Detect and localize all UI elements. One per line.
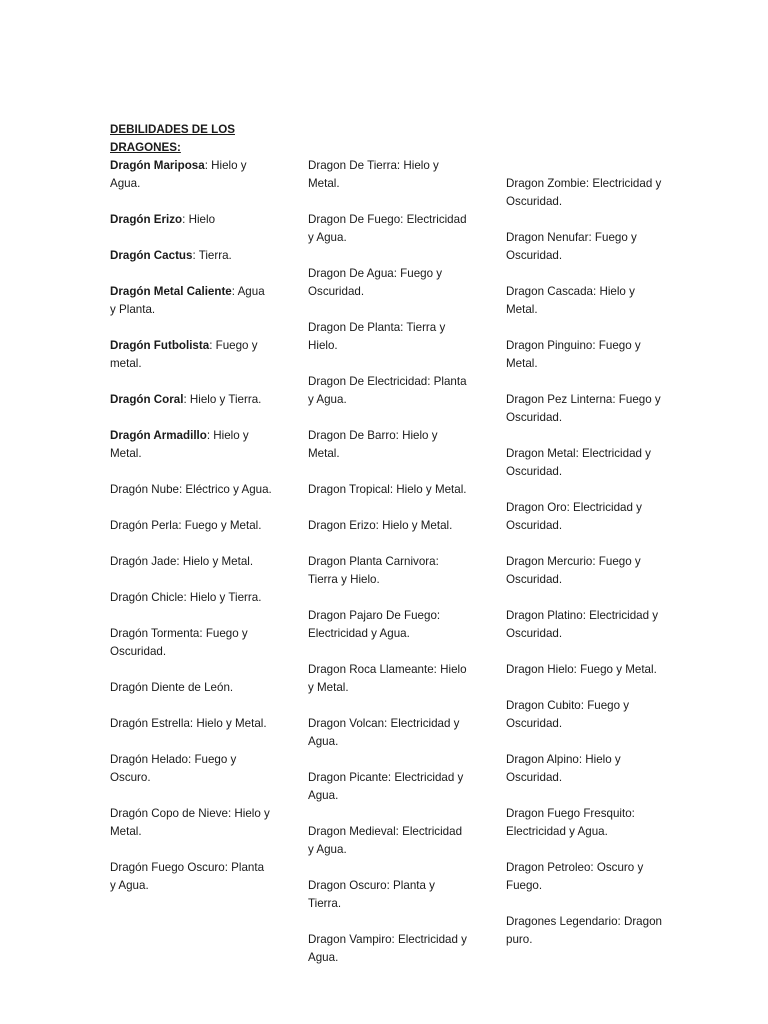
dragon-entry [110,337,272,373]
dragon-entry: Dragon De Planta: Tierra y Hielo. [308,321,446,352]
dragon-name: Dragón Chicle [110,591,184,604]
dragon-entry: Dragon Pez Linterna: Fuego y Oscuridad. [506,393,661,424]
dragon-entry: Dragon Zombie: Electricidad y Oscuridad. [506,177,662,208]
dragon-entry [110,157,272,193]
dragon-weakness: : Hielo y Agua. [110,159,247,190]
dragon-entry: Dragones Legendario: Dragon puro. [506,915,662,946]
dragon-entry: Dragon Cascada: Hielo y Metal. [506,285,635,316]
dragon-weakness: : Hielo y Metal. [176,555,254,568]
dragon-name: Dragón Nube [110,483,179,496]
dragon-entry [110,427,272,463]
dragon-entry [110,679,272,697]
column-1 [110,121,272,913]
dragon-weakness: : Fuego y Oscuro. [110,753,237,784]
dragon-entry [110,481,272,499]
dragon-weakness: : Hielo y Tierra. [183,591,262,604]
dragon-entry [110,517,272,535]
column-3 [506,175,666,967]
dragon-list-3 [506,175,666,949]
dragon-name: Dragón Armadillo [110,429,207,442]
dragon-name: Dragón Fuego Oscuro [110,861,225,874]
dragon-name: Dragón Tormenta [110,627,200,640]
dragon-entry: Dragon Volcan: Electricidad y Agua. [308,717,460,748]
dragon-entry: Dragon Alpino: Hielo y Oscuridad. [506,753,621,784]
dragon-name: Dragón Futbolista [110,339,210,352]
dragon-entry [110,211,272,229]
dragon-name: Dragón Metal Caliente [110,285,232,298]
dragon-name: Dragón Estrella [110,717,190,730]
dragon-entry [110,391,272,409]
dragon-entry: Dragon Medieval: Electricidad y Agua. [308,825,463,856]
dragon-list-2 [308,157,470,967]
dragon-entry: Dragon Planta Carnivora: Tierra y Hielo. [308,555,439,586]
dragon-weakness: : Tierra. [192,249,232,262]
dragon-name: Dragón Perla [110,519,179,532]
dragon-weakness: : Hielo y Tierra. [183,393,262,406]
dragon-entry [110,859,272,895]
dragon-entry: Dragon Oro: Electricidad y Oscuridad. [506,501,642,532]
dragon-entry: Dragon De Tierra: Hielo y Metal. [308,159,439,190]
dragon-entry: Dragon Pajaro De Fuego: Electricidad y Agua. [308,609,441,640]
dragon-entry [110,283,272,319]
dragon-name: Dragón Mariposa [110,159,205,172]
dragon-name: Dragón Copo de Nieve [110,807,228,820]
dragon-entry: Dragon De Barro: Hielo y Metal. [308,429,438,460]
dragon-entry: Dragon Tropical: Hielo y Metal. [308,483,467,496]
dragon-entry: Dragon Erizo: Hielo y Metal. [308,519,453,532]
dragon-weakness: : Planta y Agua. [110,861,265,892]
dragon-weakness: : Eléctrico y Agua. [178,483,272,496]
dragon-entry [110,553,272,571]
document-heading: DEBILIDADES DE LOS DRAGONES: [110,123,235,154]
dragon-entry: Dragon De Electricidad: Planta y Agua. [308,375,467,406]
dragon-name: Dragón Helado [110,753,188,766]
dragon-entry: Dragon Nenufar: Fuego y Oscuridad. [506,231,637,262]
dragon-entry [110,805,272,841]
dragon-entry: Dragon Roca Llameante: Hielo y Metal. [308,663,467,694]
dragon-entry: Dragon De Fuego: Electricidad y Agua. [308,213,467,244]
dragon-list-1 [110,157,272,895]
dragon-entry: Dragon Mercurio: Fuego y Oscuridad. [506,555,641,586]
dragon-entry [110,751,272,787]
dragon-entry: Dragon Platino: Electricidad y Oscuridad. [506,609,659,640]
dragon-name: Dragón Diente de León. [110,681,234,694]
dragon-entry [110,589,272,607]
dragon-entry: Dragon Hielo: Fuego y Metal. [506,663,657,676]
column-2 [308,157,470,985]
dragon-entry [110,625,272,661]
dragon-name: Dragón Jade [110,555,177,568]
dragon-weakness: : Fuego y metal. [110,339,258,370]
dragon-name: Dragón Coral [110,393,184,406]
dragon-entry: Dragon Cubito: Fuego y Oscuridad. [506,699,630,730]
dragon-entry: Dragon Picante: Electricidad y Agua. [308,771,464,802]
dragon-entry [110,715,272,733]
dragon-entry: Dragon Vampiro: Electricidad y Agua. [308,933,467,964]
dragon-entry: Dragon Pinguino: Fuego y Metal. [506,339,641,370]
dragon-entry [110,247,272,265]
dragon-name: Dragón Erizo [110,213,183,226]
dragon-weakness: : Hielo y Metal. [110,429,249,460]
dragon-entry: Dragon De Agua: Fuego y Oscuridad. [308,267,443,298]
dragon-weakness: : Hielo y Metal. [189,717,267,730]
dragon-weakness: : Fuego y Oscuridad. [110,627,248,658]
dragon-entry: Dragon Oscuro: Planta y Tierra. [308,879,435,910]
dragon-weakness: : Agua y Planta. [110,285,265,316]
dragon-weakness: : Hielo [182,213,216,226]
dragon-weakness: : Hielo y Metal. [110,807,270,838]
dragon-entry: Dragon Fuego Fresquito: Electricidad y Agua. [506,807,635,838]
dragon-name: Dragón Cactus [110,249,193,262]
dragon-entry: Dragon Metal: Electricidad y Oscuridad. [506,447,651,478]
dragon-entry: Dragon Petroleo: Oscuro y Fuego. [506,861,644,892]
dragon-weakness: : Fuego y Metal. [178,519,262,532]
